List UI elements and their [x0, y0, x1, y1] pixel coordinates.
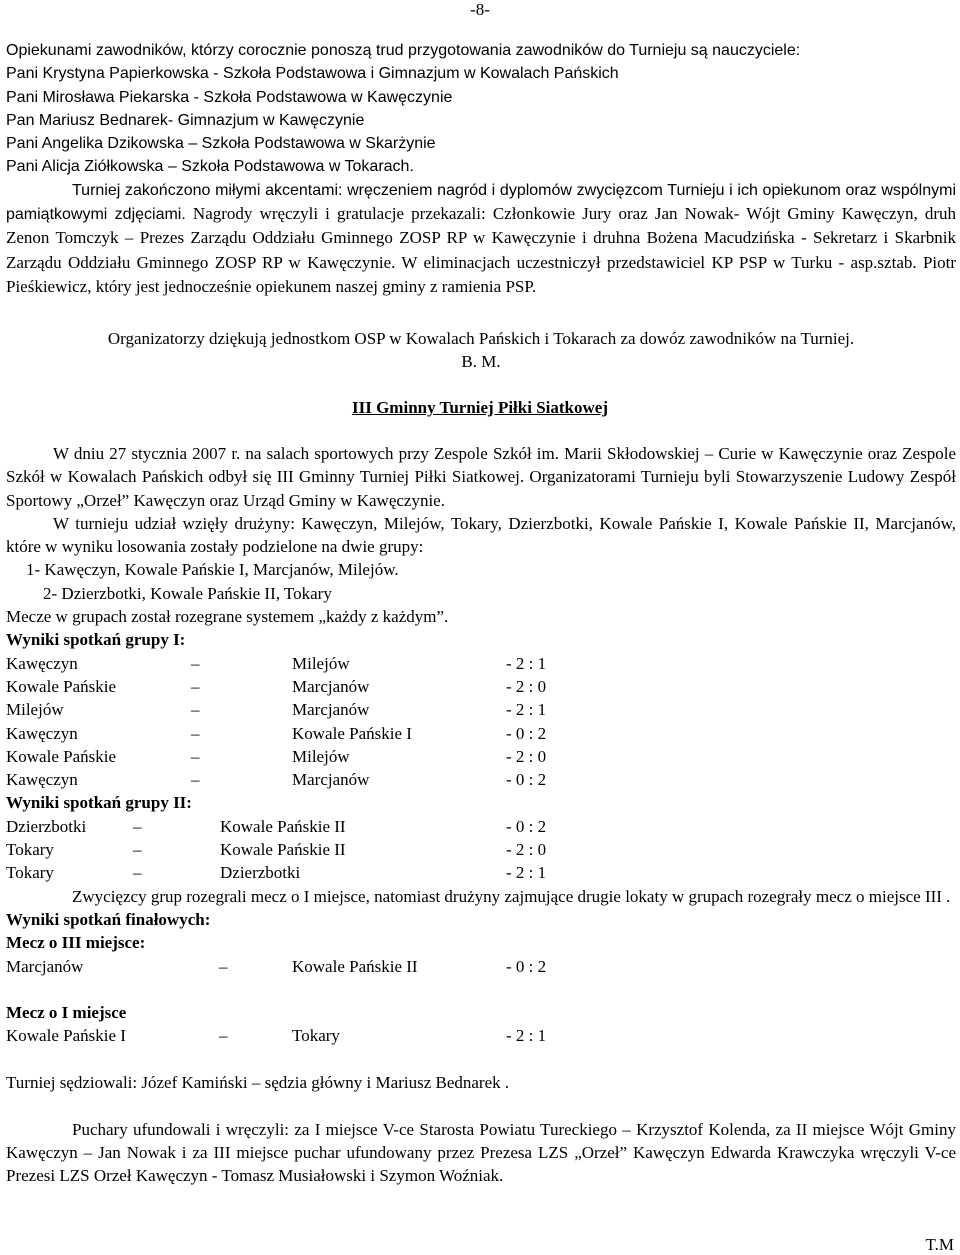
score: - 0 : 2: [506, 956, 547, 976]
score: - 0 : 2: [506, 723, 547, 743]
group-list: 2- Dzierzbotki, Kowale Pańskie II, Tokary: [43, 583, 332, 603]
article-title: III Gminny Turniej Piłki Siatkowej: [351, 398, 608, 417]
away-team: Kowale Pańskie I: [292, 723, 412, 743]
dash: –: [191, 653, 200, 673]
page-number: -8-: [470, 0, 490, 19]
result-row: [6, 745, 956, 768]
dash: –: [219, 956, 228, 976]
intro-line: Opiekunami zawodników, którzy corocznie ponoszą trud przygotowania zawodników do Turnieju są nauczyciele:: [6, 42, 801, 59]
away-team: Tokary: [292, 1026, 340, 1046]
result-row: [6, 652, 956, 675]
system-note: Mecze w grupach został rozegrane systemem „każdy z każdym”.: [6, 607, 449, 627]
score: - 0 : 2: [506, 770, 547, 790]
score: - 2 : 0: [506, 676, 547, 696]
article-paragraph: W turnieju udział wzięły drużyny: Kawęczyn, Milejów, Tokary, Dzierzbotki, Kowale Pańskie I, Kowale Pańskie II, Marcjanów, które w wyniku losowania zostały podzielone na dwie grupy:: [6, 513, 956, 557]
article-body: [6, 442, 956, 1188]
group1-heading: Wyniki spotkań grupy I:: [6, 630, 186, 650]
third-place-heading: Mecz o III miejsce:: [6, 933, 146, 953]
result-row: [6, 698, 956, 721]
intro-line: Pani Alicja Ziółkowska – Szkoła Podstawowa w Tokarach.: [6, 158, 414, 176]
away-team: Milejów: [292, 746, 350, 766]
intro-line: Pani Krystyna Papierkowska - Szkoła Podstawowa i Gimnazjum w Kowalach Pańskich: [6, 65, 619, 83]
home-team: Tokary: [6, 863, 54, 883]
away-team: Marcjanów: [292, 770, 370, 790]
home-team: Kawęczyn: [6, 723, 78, 743]
score: - 2 : 1: [506, 700, 547, 720]
score: - 2 : 1: [506, 653, 547, 673]
article-paragraph: W dniu 27 stycznia 2007 r. na salach sportowych przy Zespole Szkół im. Marii Skłodowskiej – Curie w Kawęczynie oraz Zespole Szkół w Kowalach Pańskich odbył się III Gminny Turniej Piłki Siatkowej. Organizatorami Turnieju byli Stowarzyszenie Ludowy Zespół Sportowy „Orzeł” Kawęczyn oraz Urząd Gminy w Kawęczynie.: [6, 444, 956, 510]
home-team: Kawęczyn: [6, 770, 78, 790]
group-list: 1- Kawęczyn, Kowale Pańskie I, Marcjanów, Milejów.: [26, 560, 399, 580]
referees-line: Turniej sędziowali: Józef Kamiński – sędzia główny i Mariusz Bednarek .: [6, 1073, 510, 1093]
away-team: Milejów: [292, 653, 350, 673]
intro-line: Pani Mirosława Piekarska - Szkoła Podstawowa w Kawęczynie: [6, 88, 453, 106]
dash: –: [191, 676, 200, 696]
closing-paragraph-part1: Turniej zakończono miłymi akcentami: wręczeniem nagród i dyplomów zwycięzcom Turnieju i ich opiekunom oraz wspólnymi pamiątkowymi zdjęciami.: [6, 181, 956, 224]
finals-heading: Wyniki spotkań finałowych:: [6, 909, 211, 929]
result-row: [6, 815, 956, 838]
home-team: Kawęczyn: [6, 653, 78, 673]
away-team: Kowale Pańskie II: [292, 956, 418, 976]
away-team: Marcjanów: [292, 700, 370, 720]
score: - 2 : 1: [506, 863, 547, 883]
result-row: [6, 1024, 956, 1047]
away-team: Kowale Pańskie II: [220, 840, 346, 860]
home-team: Milejów: [6, 700, 64, 720]
score: - 2 : 1: [506, 1026, 547, 1046]
home-team: Tokary: [6, 840, 54, 860]
result-row: [6, 838, 956, 861]
intro-line: Pani Angelika Dzikowska – Szkoła Podstawowa w Skarżynie: [6, 135, 436, 153]
dash: –: [133, 840, 142, 860]
dash: –: [219, 1026, 228, 1046]
away-team: Kowale Pańskie II: [220, 816, 346, 836]
score: - 0 : 2: [506, 816, 547, 836]
score: - 2 : 0: [506, 746, 547, 766]
first-place-heading: Mecz o I miejsce: [6, 1003, 127, 1023]
result-row: [6, 955, 956, 978]
score: - 2 : 0: [506, 840, 547, 860]
dash: –: [191, 746, 200, 766]
thanks-paragraph: Organizatorzy dziękują jednostkom OSP w Kowalach Pańskich i Tokarach za dowóz zawodników na Turniej.: [107, 329, 855, 348]
home-team: Kowale Pańskie: [6, 676, 117, 696]
signature: T.M: [925, 1235, 954, 1254]
spacer: [6, 1094, 956, 1117]
intro-line: Pan Mariusz Bednarek- Gimnazjum w Kawęczynie: [6, 111, 365, 129]
result-row: [6, 722, 956, 745]
result-row: [6, 861, 956, 884]
home-team: Marcjanów: [6, 956, 84, 976]
spacer: [6, 978, 956, 1001]
dash: –: [133, 816, 142, 836]
dash: –: [191, 723, 200, 743]
result-row: [6, 675, 956, 698]
away-team: Dzierzbotki: [220, 863, 301, 883]
intro-section: [6, 39, 956, 299]
closing-paragraph: [6, 179, 956, 299]
finals-paragraph: Zwycięzcy grup rozegrali mecz o I miejsce, natomiast drużyny zajmujące drugie lokaty w grupach rozegrały mecz o miejsce III .: [72, 886, 951, 906]
home-team: Kowale Pańskie I: [6, 1026, 126, 1046]
away-team: Marcjanów: [292, 676, 370, 696]
dash: –: [191, 770, 200, 790]
thanks-section: [6, 327, 956, 374]
home-team: Dzierzbotki: [6, 816, 87, 836]
author-initials: B. M.: [461, 352, 501, 372]
group2-heading: Wyniki spotkań grupy II:: [6, 793, 192, 813]
spacer: [6, 1048, 956, 1071]
cups-paragraph: Puchary ufundowali i wręczyli: za I miejsce V-ce Starosta Powiatu Tureckiego – Krzysztof Kolenda, za II miejsce Wójt Gminy Kawęczyn – Jan Nowak i za III miejsce puchar ufundowany przez Prezesa LZS „Orzeł” Kawęczyn Edwarda Krawczyka wręczyli V-ce Prezesi LZS Orzeł Kawęczyn - Tomasz Musiałowski i Szymon Woźniak.: [6, 1119, 956, 1186]
dash: –: [191, 700, 200, 720]
dash: –: [133, 863, 142, 883]
result-row: [6, 768, 956, 791]
home-team: Kowale Pańskie: [6, 746, 117, 766]
closing-paragraph-part2: Nagrody wręczyli i gratulacje przekazali: Członkowie Jury oraz Jan Nowak- Wójt Gminy Kawęczyn, druh Zenon Tomczyk – Prezes Zarządu Oddziału Gminnego ZOSP RP w Kawęczynie i druhna Bożena Macudzińska - Sekretarz i Skarbnik Zarządu Oddziału Gminnego ZOSP RP w Kawęczynie. W eliminacjach uczestniczył przedstawiciel KP PSP w Turku - asp.sztab. Piotr Pieśkiewicz, który jest jednocześnie opiekunem naszej gminy z ramienia PSP.: [6, 204, 956, 296]
